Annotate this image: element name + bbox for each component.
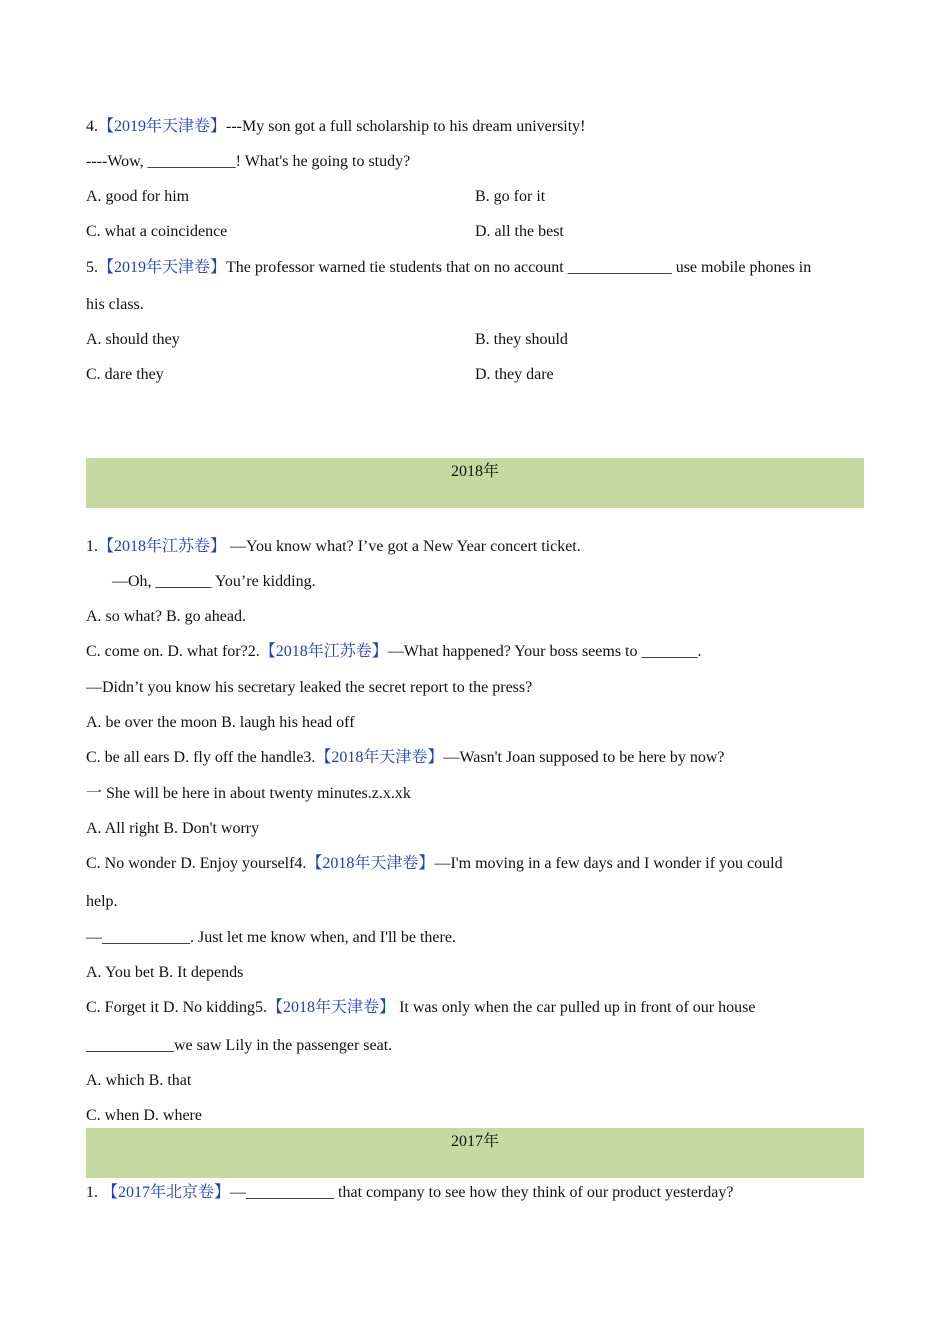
- question-2018-5-continued: ___________we saw Lily in the passenger seat.: [86, 1037, 393, 1054]
- question-text: The professor warned tie students that on no account _____________ use mobile phones in: [226, 259, 812, 276]
- question-2017-1-stem: [86, 1183, 733, 1203]
- question-number: 1.: [86, 538, 98, 555]
- question-text: —I'm moving in a few days and I wonder if you could: [434, 855, 783, 872]
- year-banner-2017: [86, 1128, 864, 1178]
- question-2018-4-continued: help.: [86, 893, 118, 910]
- options-cd: C. Forget it D. No kidding5.: [86, 999, 268, 1016]
- options-cd-and-question-3: [86, 748, 725, 768]
- options-cd-and-question-2: [86, 642, 702, 662]
- question-text: —Wasn't Joan supposed to be here by now?: [443, 749, 725, 766]
- options-ab: A. be over the moon B. laugh his head off: [86, 714, 355, 731]
- question-text: —You know what? I’ve got a New Year concert ticket.: [226, 538, 581, 555]
- source-tag: 【2018年江苏卷】: [259, 643, 388, 660]
- options-cd: C. No wonder D. Enjoy yourself4.: [86, 855, 307, 872]
- source-tag: 【2018年天津卷】: [306, 855, 435, 872]
- options-ab: A. All right B. Don't worry: [86, 820, 260, 837]
- options-cd: C. come on. D. what for?2.: [86, 643, 260, 660]
- source-tag: 【2019年天津卷】: [98, 259, 227, 276]
- question-2018-1-reply: —Oh, _______ You’re kidding.: [112, 573, 316, 590]
- year-banner-label: 2018年: [450, 463, 499, 480]
- options-cd: C. when D. where: [86, 1107, 202, 1124]
- options-cd-and-question-5: [86, 998, 755, 1018]
- question-2019-4-stem: [86, 117, 586, 137]
- question-2018-3-reply: 一 She will be here in about twenty minutes.z.x.xk: [86, 785, 411, 802]
- question-2019-5-stem: [86, 258, 811, 278]
- question-number: 4.: [86, 118, 98, 135]
- question-number: 5.: [86, 259, 98, 276]
- source-tag: 【2018年天津卷】: [315, 749, 444, 766]
- question-text: It was only when the car pulled up in front of our house: [395, 999, 756, 1016]
- option-d: D. all the best: [475, 223, 564, 240]
- year-banner-2018: [86, 458, 864, 508]
- question-2018-2-reply: —Didn’t you know his secretary leaked the secret report to the press?: [86, 679, 533, 696]
- question-2019-4-reply: ----Wow, ___________! What's he going to study?: [86, 153, 411, 170]
- question-2018-1-stem: [86, 537, 581, 557]
- year-banner-label: 2017年: [450, 1133, 499, 1150]
- options-ab: A. You bet B. It depends: [86, 964, 244, 981]
- question-number: 1.: [86, 1184, 102, 1201]
- option-c: C. dare they: [86, 366, 164, 383]
- options-ab: A. which B. that: [86, 1072, 192, 1089]
- option-b: B. they should: [475, 331, 568, 348]
- question-2019-5-continued: his class.: [86, 296, 144, 313]
- option-b: B. go for it: [475, 188, 546, 205]
- option-a: A. should they: [86, 331, 180, 348]
- question-2018-4-reply: —___________. Just let me know when, and I'll be there.: [86, 929, 456, 946]
- question-text: —___________ that company to see how they think of our product yesterday?: [230, 1184, 734, 1201]
- question-text: ---My son got a full scholarship to his dream university!: [226, 118, 586, 135]
- options-cd: C. be all ears D. fly off the handle3.: [86, 749, 316, 766]
- option-c: C. what a coincidence: [86, 223, 228, 240]
- source-tag: 【2018年江苏卷】: [98, 538, 227, 555]
- source-tag: 【2017年北京卷】: [102, 1184, 231, 1201]
- options-ab: A. so what? B. go ahead.: [86, 608, 246, 625]
- question-text: —What happened? Your boss seems to _______.: [387, 643, 702, 660]
- option-d: D. they dare: [475, 366, 554, 383]
- source-tag: 【2018年天津卷】: [267, 999, 396, 1016]
- source-tag: 【2019年天津卷】: [98, 118, 227, 135]
- option-a: A. good for him: [86, 188, 190, 205]
- options-cd-and-question-4: [86, 854, 783, 874]
